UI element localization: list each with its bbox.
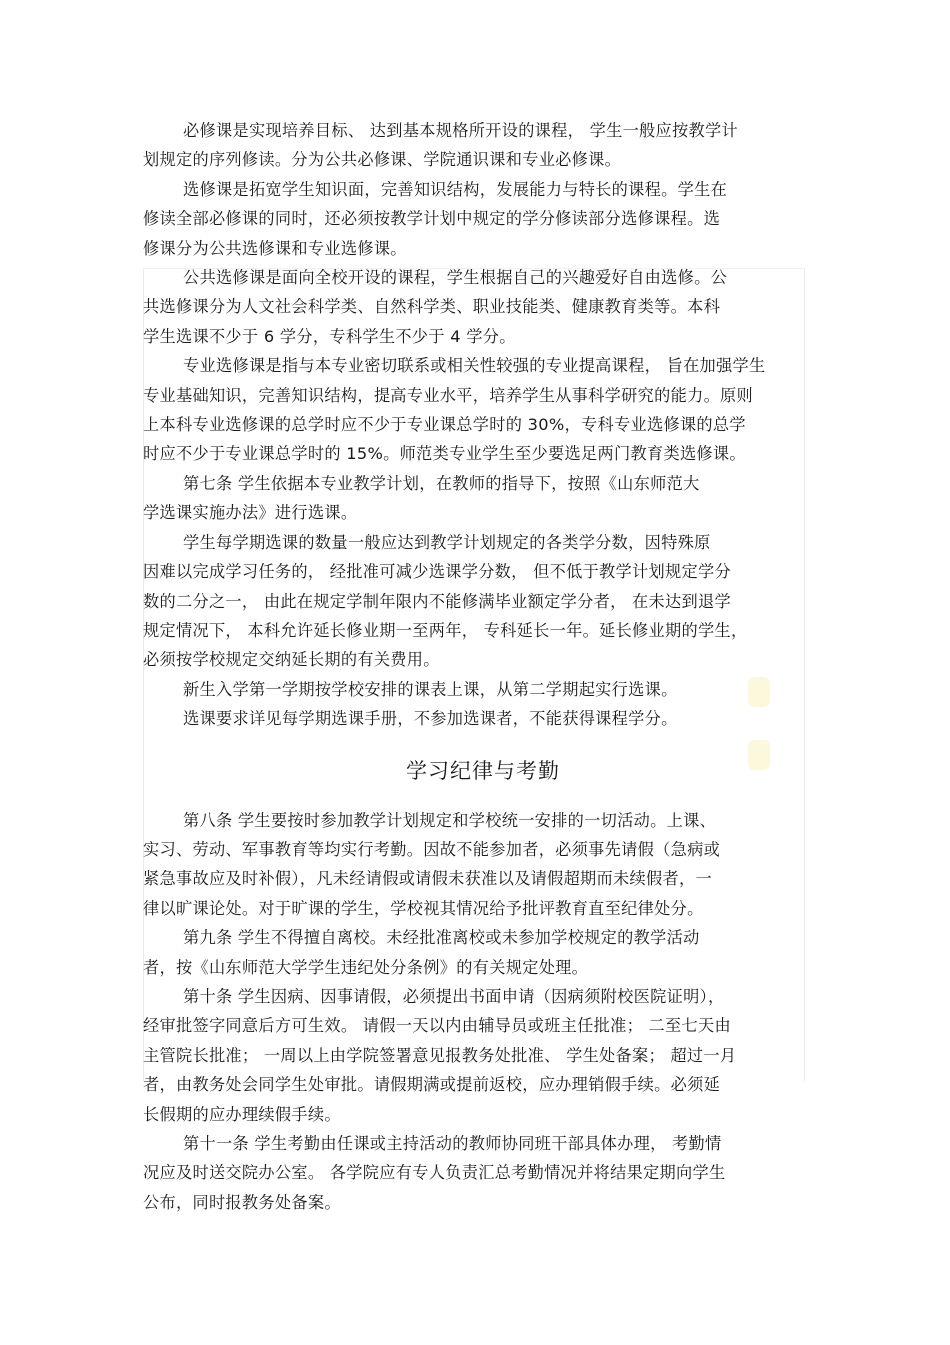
text-line: 因难以完成学习任务的， 经批准可减少选课学分数， 但不低于教学计划规定学分 xyxy=(143,562,731,582)
paragraph xyxy=(143,806,843,924)
text-line: 学生每学期选课的数量一般应达到教学计划规定的各类学分数，因特殊原 xyxy=(183,532,711,552)
text-line: 长假期的应办理续假手续。 xyxy=(143,1104,341,1124)
paragraph xyxy=(143,1129,843,1217)
text-line: 选课要求详见每学期选课手册，不参加选课者，不能获得课程学分。 xyxy=(183,709,678,729)
text-line: 选修课是拓宽学生知识面，完善知识结构，发展能力与特长的课程。学生在 xyxy=(183,179,728,199)
text-line: 第十一条 学生考勤由任课或主持活动的教师协同班干部具体办理， 考勤情 xyxy=(183,1134,722,1153)
text-line: 必须按学校规定交纳延长期的有关费用。 xyxy=(143,650,440,670)
text-line: 必修课是实现培养目标、 达到基本规格所开设的课程， 学生一般应按教学计 xyxy=(183,121,738,140)
paragraph xyxy=(143,675,843,704)
paragraph xyxy=(143,175,843,263)
text-line: 者，由教务处会同学生处审批。请假期满或提前返校，应办理销假手续。必须延 xyxy=(143,1075,721,1095)
text-line: 学选课实施办法》进行选课。 xyxy=(143,503,358,523)
text-line: 律以旷课论处。对于旷课的学生，学校视其情况给予批评教育直至纪律处分。 xyxy=(143,898,704,918)
text-line: 上本科专业选修课的总学时应不少于专业课总学时的 30%，专科专业选修课的总学 xyxy=(143,415,746,435)
text-line: 第七条 学生依据本专业教学计划，在教师的指导下，按照《山东师范大 xyxy=(183,473,700,493)
text-line: 主管院长批准； 一周以上由学院签署意见报教务处批准、 学生处备案； 超过一月 xyxy=(143,1045,737,1065)
document-body xyxy=(143,116,843,1217)
paragraph xyxy=(143,351,843,469)
text-line: 公共选修课是面向全校开设的课程，学生根据自己的兴趣爱好自由选修。公 xyxy=(183,268,728,288)
text-line: 专业基础知识，完善知识结构，提高专业水平，培养学生从事科学研究的能力。原则 xyxy=(143,385,754,405)
text-line: 时应不少于专业课总学时的 15%。师范类专业学生至少要选足两门教育类选修课。 xyxy=(143,444,746,464)
text-line: 第九条 学生不得擅自离校。未经批准离校或未参加学校规定的教学活动 xyxy=(183,928,700,948)
text-line: 数的二分之一， 由此在规定学制年限内不能修满毕业额定学分者， 在未达到退学 xyxy=(143,591,731,611)
text-line: 专业选修课是指与本专业密切联系或相关性较强的专业提高课程， 旨在加强学生 xyxy=(183,356,766,376)
text-line: 紧急事故应及时补假），凡未经请假或请假未获准以及请假超期而未续假者，一 xyxy=(143,869,712,889)
text-line: 修课分为公共选修课和专业选修课。 xyxy=(143,238,407,258)
paragraph xyxy=(143,982,843,1129)
text-line: 公布，同时报教务处备案。 xyxy=(143,1192,341,1212)
paragraph xyxy=(143,116,843,175)
text-line: 学生选课不少于 6 学分，专科学生不少于 4 学分。 xyxy=(143,326,516,346)
text-line: 共选修课分为人文社会科学类、自然科学类、职业技能类、健康教育类等。本科 xyxy=(143,297,721,317)
paragraph xyxy=(143,263,843,351)
text-line: 新生入学第一学期按学校安排的课表上课，从第二学期起实行选课。 xyxy=(183,679,678,699)
paragraph xyxy=(143,469,843,528)
text-line: 实习、劳动、军事教育等均实行考勤。因故不能参加者，必须事先请假（急病或 xyxy=(143,839,721,859)
text-line: 者，按《山东师范大学学生违纪处分条例》的有关规定处理。 xyxy=(143,957,589,977)
text-line: 第十条 学生因病、因事请假，必须提出书面申请（因病须附校医院证明）， xyxy=(183,986,725,1006)
paragraph xyxy=(143,704,843,733)
text-line: 规定情况下， 本科允许延长修业期一至两年， 专科延长一年。延长修业期的学生， xyxy=(143,620,748,640)
paragraph xyxy=(143,528,843,675)
paragraph xyxy=(143,923,843,982)
text-line: 况应及时送交院办公室。 各学院应有专人负责汇总考勤情况并将结果定期向学生 xyxy=(143,1163,726,1183)
text-line: 第八条 学生要按时参加教学计划规定和学校统一安排的一切活动。上课、 xyxy=(183,810,717,830)
section-heading: 学习纪律与考勤 xyxy=(406,758,560,783)
text-line: 划规定的序列修读。分为公共必修课、学院通识课和专业必修课。 xyxy=(143,150,622,170)
text-line: 经审批签字同意后方可生效。 请假一天以内由辅导员或班主任批准； 二至七天由 xyxy=(143,1016,731,1036)
text-line: 修读全部必修课的同时，还必须按教学计划中规定的学分修读部分选修课程。选 xyxy=(143,209,721,229)
